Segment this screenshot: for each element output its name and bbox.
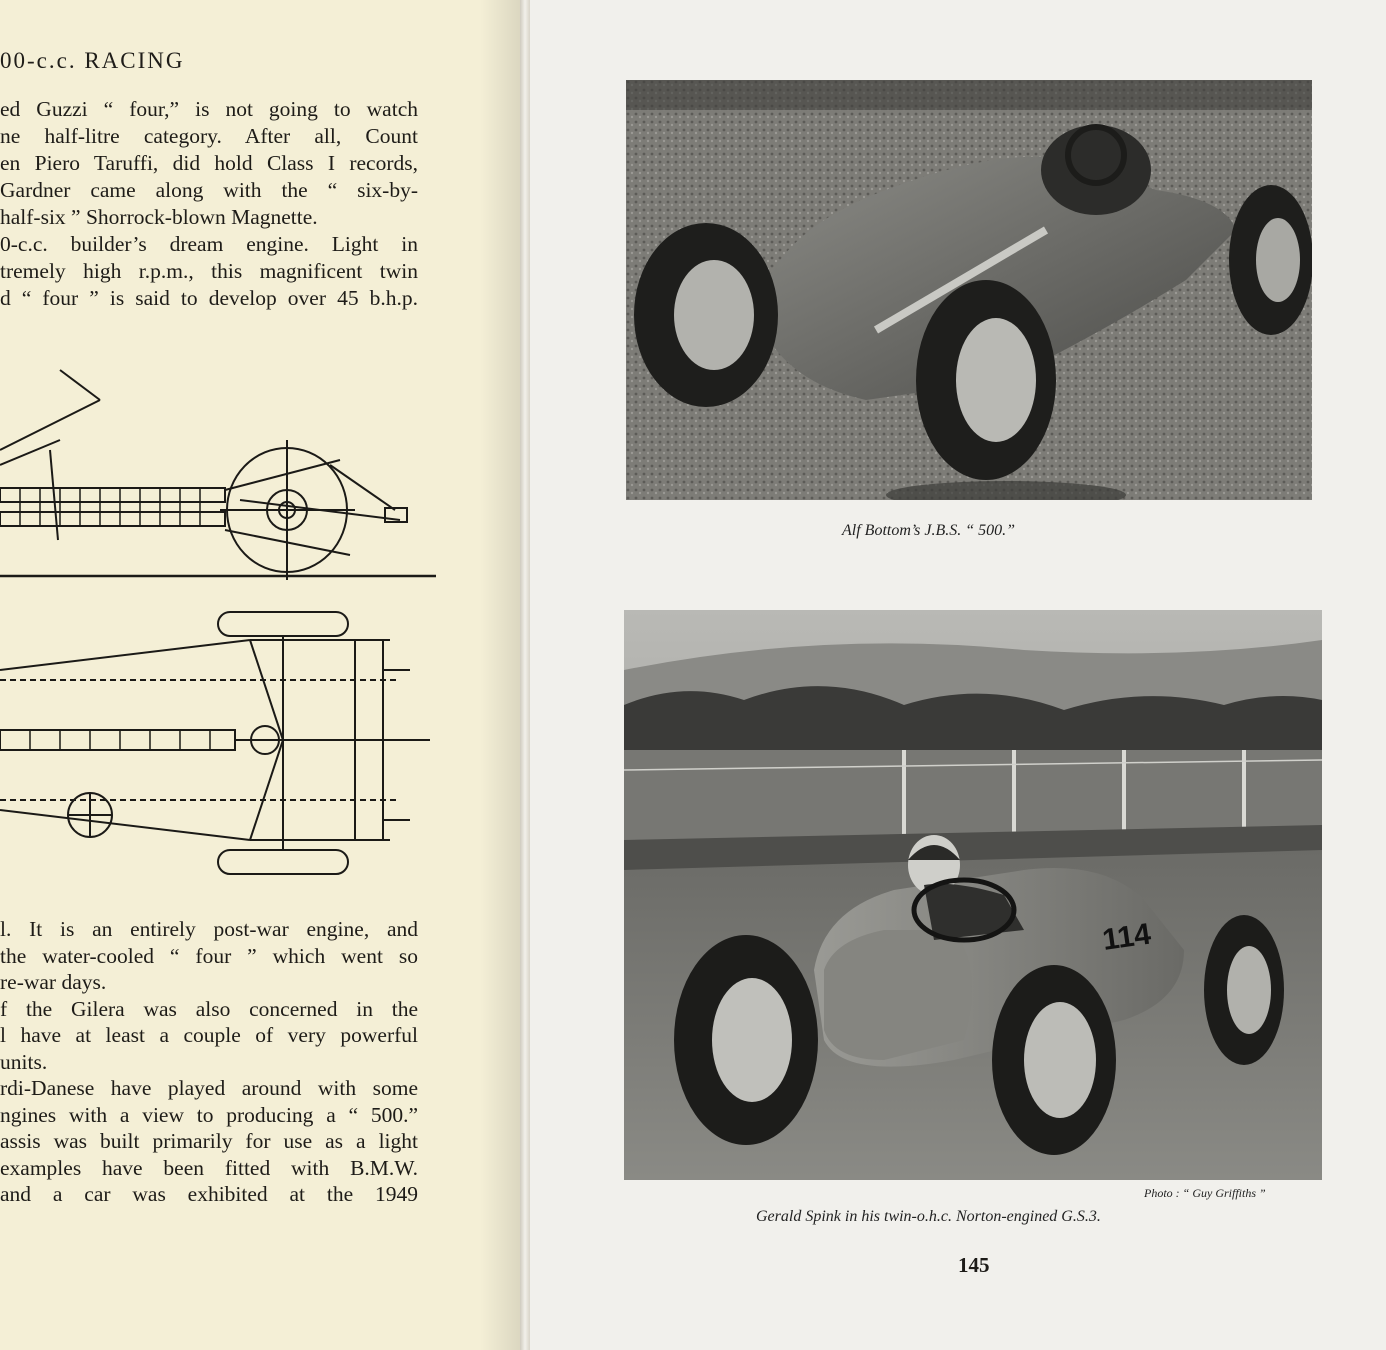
left-page <box>0 0 520 1350</box>
book-spine <box>520 0 530 1350</box>
photo-jbs-500 <box>626 80 1312 500</box>
text-line: l have at least a couple of very powerful <box>0 1023 418 1047</box>
text-line: and a car was exhibited at the 1949 <box>0 1182 418 1206</box>
text-line: d “ four ” is said to develop over 45 b.h.p. <box>0 286 418 310</box>
text-line: half-six ” Shorrock-blown Magnette. <box>0 205 318 229</box>
running-head: 00-c.c. RACING <box>0 48 185 73</box>
text-line: 0-c.c. builder’s dream engine. Light in <box>0 232 418 256</box>
right-page <box>530 0 1386 1350</box>
photo-credit: Photo : “ Guy Griffiths ” <box>1144 1186 1266 1200</box>
text-line: ngines with a view to producing a “ 500.” <box>0 1102 418 1127</box>
photo-1-caption: Alf Bottom’s J.B.S. “ 500.” <box>842 522 1016 539</box>
text-line: ed Guzzi “ four,” is not going to watch <box>0 97 418 121</box>
text-line: l. It is an entirely post-war engine, and <box>0 917 418 941</box>
text-line: ne half-litre category. After all, Count <box>0 124 418 148</box>
text-line: f the Gilera was also concerned in the <box>0 996 418 1021</box>
text-line: units. <box>0 1049 48 1074</box>
photo-2-caption: Gerald Spink in his twin-o.h.c. Norton-engined G.S.3. <box>756 1208 1101 1225</box>
text-line: the water-cooled “ four ” which went so <box>0 943 418 968</box>
text-line: assis was built primarily for use as a light <box>0 1129 418 1153</box>
car-number: 114 <box>1100 917 1153 957</box>
text-line: re-war days. <box>0 970 107 994</box>
bottom-text-block <box>0 916 418 1208</box>
chassis-diagram <box>0 340 440 900</box>
photo-gs3-spink <box>624 610 1322 1180</box>
top-text-block <box>0 96 418 312</box>
text-line: rdi-Danese have played around with some <box>0 1076 418 1100</box>
text-line: tremely high r.p.m., this magnificent twin <box>0 259 418 283</box>
text-line: en Piero Taruffi, did hold Class I records, <box>0 151 418 175</box>
page-number: 145 <box>958 1253 990 1277</box>
text-line: examples have been fitted with B.M.W. <box>0 1155 418 1180</box>
text-line: Gardner came along with the “ six-by- <box>0 178 418 202</box>
